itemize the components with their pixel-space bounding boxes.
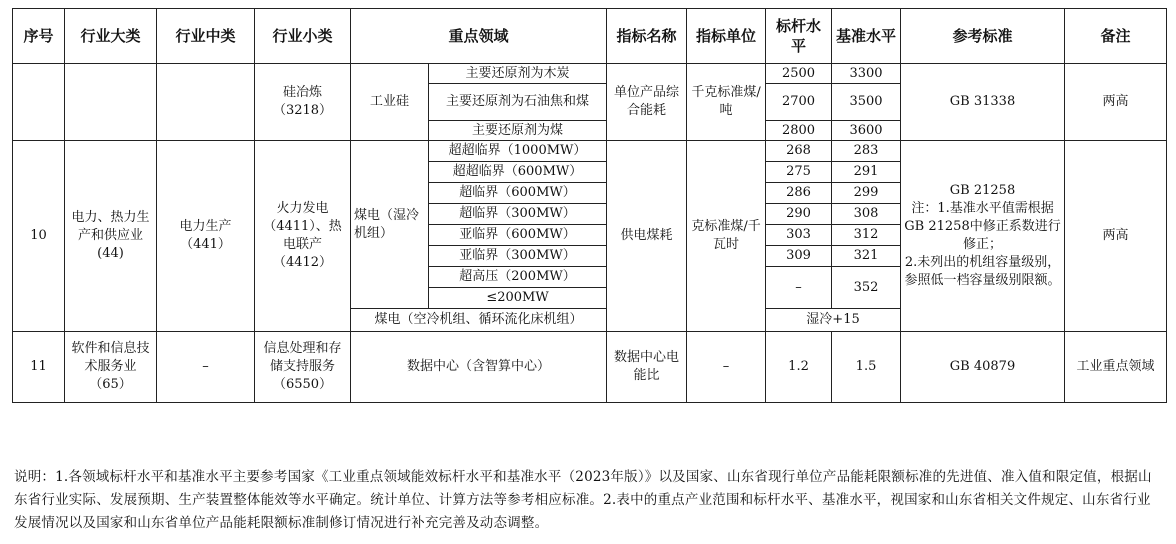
baseline-cell: 3600 xyxy=(832,121,901,141)
air-cooled-adjustment-cell: 湿冷+15 xyxy=(766,309,901,332)
header-benchmark-level: 标杆水平 xyxy=(766,9,832,64)
baseline-cell: 291 xyxy=(832,162,901,183)
indicator-name-cell: 数据中心电能比 xyxy=(607,332,687,403)
sub-area-cell: 主要还原剂为石油焦和煤 xyxy=(429,84,607,121)
header-indicator-name: 指标名称 xyxy=(607,9,687,64)
reference-cell: GB 21258 注：1.基准水平值需根据GB 21258中修正系数进行修正； 2.未列出的机组容量级别，参照低一档容量级别限额。 xyxy=(901,141,1065,332)
seq-cell xyxy=(13,64,65,141)
table-row xyxy=(13,332,1167,403)
benchmark-cell: 1.2 xyxy=(766,332,832,403)
benchmark-cell: 290 xyxy=(766,204,832,225)
benchmark-cell: 2800 xyxy=(766,121,832,141)
sub-area-cell: 亚临界（600MW） xyxy=(429,225,607,246)
major-category-cell xyxy=(65,64,157,141)
indicator-unit-cell: – xyxy=(687,332,766,403)
mid-category-cell: 电力生产（441） xyxy=(157,141,255,332)
minor-category-cell: 火力发电（4411）、热电联产（4412） xyxy=(255,141,351,332)
header-seq: 序号 xyxy=(13,9,65,64)
energy-benchmark-table xyxy=(12,8,1167,403)
table-footnote: 说明：1.各领域标杆水平和基准水平主要参考国家《工业重点领域能效标杆水平和基准水平（2023年版）》以及国家、山东省现行单位产品能耗限额标准的先进值、准入值和限定值，根据山东省行业实际、发展预期、生产装置整体能效等水平确定。统计单位、计算方法等参考相应标准。2.表中的重点产业范围和标杆水平、基准水平，视国家和山东省相关文件规定、山东省行业发展情况以及国家和山东省单位产品能耗限额标准制修订情况进行补充完善及动态调整。 xyxy=(14,469,1152,531)
indicator-name-cell: 单位产品综合能耗 xyxy=(607,64,687,141)
header-indicator-unit: 指标单位 xyxy=(687,9,766,64)
seq-cell: 11 xyxy=(13,332,65,403)
major-category-cell: 电力、热力生产和供应业(44) xyxy=(65,141,157,332)
minor-category-cell: 硅冶炼（3218） xyxy=(255,64,351,141)
sub-area-cell: 主要还原剂为煤 xyxy=(429,121,607,141)
baseline-cell: 352 xyxy=(832,267,901,309)
header-reference-standard: 参考标准 xyxy=(901,9,1065,64)
header-baseline-level: 基准水平 xyxy=(832,9,901,64)
sub-area-cell: 超高压（200MW） xyxy=(429,267,607,288)
focus-area-air-cooled-cell: 煤电（空冷机组、循环流化床机组） xyxy=(351,309,607,332)
benchmark-cell: 309 xyxy=(766,246,832,267)
table-row xyxy=(13,64,1167,84)
baseline-cell: 283 xyxy=(832,141,901,162)
sub-area-cell: 超临界（300MW） xyxy=(429,204,607,225)
sub-area-cell: 超超临界（1000MW） xyxy=(429,141,607,162)
reference-cell: GB 40879 xyxy=(901,332,1065,403)
baseline-cell: 3500 xyxy=(832,84,901,121)
baseline-cell: 308 xyxy=(832,204,901,225)
benchmark-cell: 2700 xyxy=(766,84,832,121)
table-header-row xyxy=(13,9,1167,64)
remarks-cell: 两高 xyxy=(1065,64,1167,141)
focus-area-cell: 数据中心（含智算中心） xyxy=(351,332,607,403)
focus-area-cell: 煤电（湿冷机组） xyxy=(351,141,429,309)
baseline-cell: 3300 xyxy=(832,64,901,84)
header-focus-area: 重点领域 xyxy=(351,9,607,64)
table-row xyxy=(13,141,1167,162)
baseline-cell: 321 xyxy=(832,246,901,267)
baseline-cell: 1.5 xyxy=(832,332,901,403)
seq-cell: 10 xyxy=(13,141,65,332)
sub-area-cell: 主要还原剂为木炭 xyxy=(429,64,607,84)
sub-area-cell: 超临界（600MW） xyxy=(429,183,607,204)
benchmark-cell: 303 xyxy=(766,225,832,246)
minor-category-cell: 信息处理和存储支持服务（6550） xyxy=(255,332,351,403)
remarks-cell: 两高 xyxy=(1065,141,1167,332)
benchmark-cell: 2500 xyxy=(766,64,832,84)
baseline-cell: 312 xyxy=(832,225,901,246)
mid-category-cell xyxy=(157,64,255,141)
sub-area-cell: ≤200MW xyxy=(429,288,607,309)
indicator-unit-cell: 克标准煤/千瓦时 xyxy=(687,141,766,332)
benchmark-cell: 286 xyxy=(766,183,832,204)
focus-area-cell: 工业硅 xyxy=(351,64,429,141)
reference-cell: GB 31338 xyxy=(901,64,1065,141)
benchmark-cell: – xyxy=(766,267,832,309)
benchmark-cell: 268 xyxy=(766,141,832,162)
header-remarks: 备注 xyxy=(1065,9,1167,64)
indicator-unit-cell: 千克标准煤/吨 xyxy=(687,64,766,141)
sub-area-cell: 亚临界（300MW） xyxy=(429,246,607,267)
header-mid-category: 行业中类 xyxy=(157,9,255,64)
mid-category-cell: – xyxy=(157,332,255,403)
header-major-category: 行业大类 xyxy=(65,9,157,64)
benchmark-cell: 275 xyxy=(766,162,832,183)
indicator-name-cell: 供电煤耗 xyxy=(607,141,687,332)
header-minor-category: 行业小类 xyxy=(255,9,351,64)
sub-area-cell: 超超临界（600MW） xyxy=(429,162,607,183)
remarks-cell: 工业重点领域 xyxy=(1065,332,1167,403)
major-category-cell: 软件和信息技术服务业（65） xyxy=(65,332,157,403)
baseline-cell: 299 xyxy=(832,183,901,204)
